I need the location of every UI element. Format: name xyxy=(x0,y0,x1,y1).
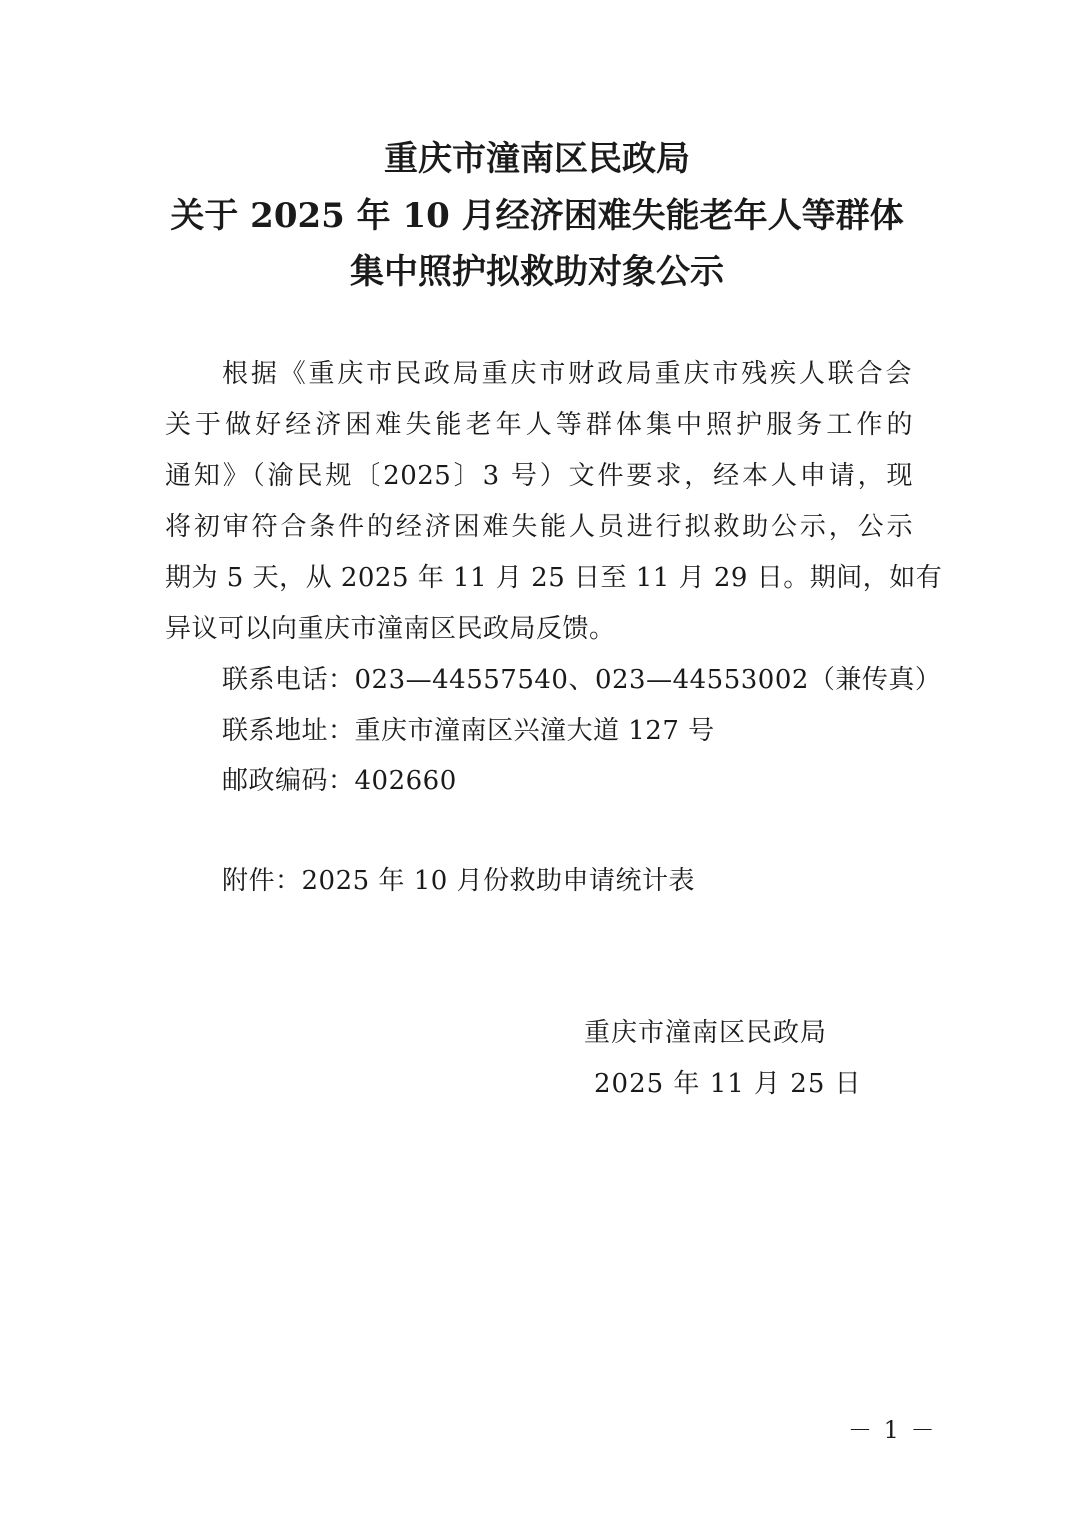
document-title-line-2: 关于 2025 年 10 月经济困难失能老年人等群体 xyxy=(170,196,904,236)
signature-date: 2025 年 11 月 25 日 xyxy=(594,1069,862,1099)
page-number: － 1 － xyxy=(848,1416,937,1444)
postal-code: 邮政编码：402660 xyxy=(222,766,457,796)
document-title-line-3: 集中照护拟救助对象公示 xyxy=(350,252,724,292)
contact-address: 联系地址：重庆市潼南区兴潼大道 127 号 xyxy=(222,716,715,746)
signature-organization: 重庆市潼南区民政局 xyxy=(584,1018,828,1048)
paragraph-line-4: 将初审符合条件的经济困难失能人员进行拟救助公示，公示 xyxy=(165,512,913,542)
paragraph-line-3: 通知》（渝民规〔2025〕3 号）文件要求，经本人申请，现 xyxy=(165,461,913,491)
attachment-note: 附件：2025 年 10 月份救助申请统计表 xyxy=(222,866,696,896)
paragraph-line-1: 根据《重庆市民政局重庆市财政局重庆市残疾人联合会 xyxy=(222,359,912,389)
paragraph-line-5: 期为 5 天，从 2025 年 11 月 25 日至 11 月 29 日。期间，如有 xyxy=(165,563,943,593)
paragraph-line-2: 关于做好经济困难失能老年人等群体集中照护服务工作的 xyxy=(165,410,913,440)
contact-phone: 联系电话：023—44557540、023—44553002（兼传真） xyxy=(222,665,942,695)
document-title-line-1: 重庆市潼南区民政局 xyxy=(384,139,690,179)
paragraph-line-6: 异议可以向重庆市潼南区民政局反馈。 xyxy=(165,614,616,644)
